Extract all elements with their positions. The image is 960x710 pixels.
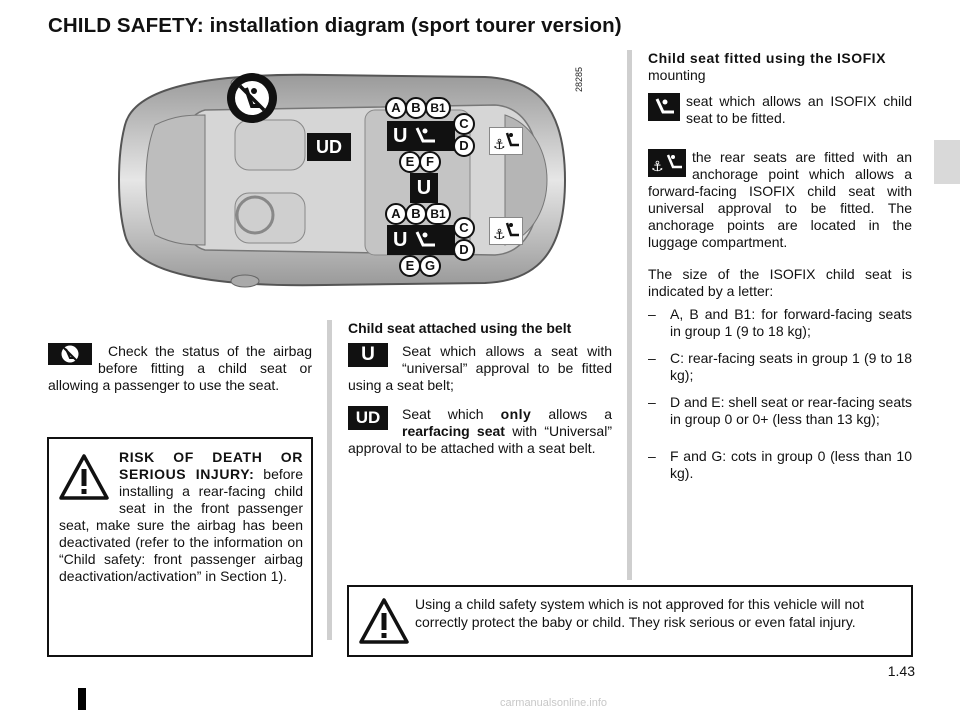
letter-circle: C xyxy=(453,113,475,135)
universal-dedicated-badge: UD xyxy=(348,406,388,430)
letter-circle: C xyxy=(453,217,475,239)
rear-upper-seat-box xyxy=(387,121,455,151)
size-list-item xyxy=(648,448,912,482)
size-item-text: C: rear-facing seats in group 1 (9 to 18 kg); xyxy=(670,350,912,383)
list-dash: – xyxy=(648,350,656,366)
page-title: CHILD SAFETY: installation diagram (sport tourer version) xyxy=(48,14,622,37)
size-item-text: F and G: cots in group 0 (less than 10 kg). xyxy=(670,448,912,481)
letter-circle: D xyxy=(453,239,475,261)
letter-circle: D xyxy=(453,135,475,157)
isofix-seat-badge xyxy=(648,93,680,121)
watermark: carmanualsonline.info xyxy=(500,697,608,709)
child-seat-icon xyxy=(413,125,439,147)
car-seat-diagram xyxy=(95,55,595,305)
column-rule-left xyxy=(327,320,332,640)
rear-lower-seat-box xyxy=(387,225,455,255)
isofix-heading-main: Child seat fitted using the ISOFIX xyxy=(648,50,886,66)
no-child-seat-badge xyxy=(48,343,92,365)
letter-circle: B xyxy=(405,97,427,119)
size-list-item xyxy=(648,306,912,340)
seat-label: U xyxy=(393,124,408,147)
airbag-note-text: Check the status of the airbag before fitting a child seat or allowing a passenger to use the seat. xyxy=(48,343,312,393)
middle-seat-label: U xyxy=(410,173,438,203)
warning-heading: RISK OF DEATH OR SERIOUS INJURY: xyxy=(119,449,303,482)
svg-text:⚓: ⚓ xyxy=(651,159,664,175)
belt-u-paragraph xyxy=(348,343,612,394)
car-illustration xyxy=(95,55,595,305)
list-dash: – xyxy=(648,394,656,410)
svg-text:⚓: ⚓ xyxy=(493,137,506,153)
letter-circle: E xyxy=(399,255,421,277)
rear-upper-top-letters xyxy=(385,97,451,119)
warning-box-approval xyxy=(347,585,913,657)
letter-circle: A xyxy=(385,97,407,119)
column-rule-right xyxy=(627,50,632,580)
letter-circle: E xyxy=(399,151,421,173)
letter-circle: B1 xyxy=(425,203,451,225)
belt-ud-text-bold: rearfacing seat xyxy=(402,423,505,439)
isofix-seat-paragraph xyxy=(648,93,912,127)
belt-ud-paragraph xyxy=(348,406,612,457)
warning-text: Using a child safety system which is not approved for this vehicle will not correctly protect the baby or child. They risk serious or even fatal injury. xyxy=(415,596,864,630)
size-list-item xyxy=(648,394,912,428)
section-tab xyxy=(934,140,960,184)
belt-ud-text-mid: allows a xyxy=(548,406,612,422)
warning-box-content xyxy=(59,449,303,585)
seat-label: U xyxy=(393,228,408,251)
no-child-seat-sign xyxy=(227,73,277,123)
letter-circle: B1 xyxy=(425,97,451,119)
letter-circle: B xyxy=(405,203,427,225)
belt-u-text: Seat which allows a seat with “universal” approval to be fitted using a seat belt; xyxy=(348,343,612,393)
belt-section-heading: Child seat attached using the belt xyxy=(348,320,572,336)
rear-upper-bottom-letters xyxy=(399,151,441,173)
letter-circle: F xyxy=(419,151,441,173)
isofix-heading xyxy=(648,50,912,84)
warning-box-airbag xyxy=(47,437,313,657)
universal-badge: U xyxy=(348,343,388,367)
rear-lower-bottom-letters xyxy=(399,255,441,277)
belt-ud-text-post: with “Universal” approval to be attached with a seat belt. xyxy=(348,423,612,456)
isofix-size-intro: The size of the ISOFIX child seat is indicated by a letter: xyxy=(648,266,912,299)
isofix-heading-sub: mounting xyxy=(648,67,706,83)
list-dash: – xyxy=(648,448,656,464)
isofix-anchor-text: the rear seats are fitted with an anchorage point which allows a forward-facing ISOFIX child seat with universal approval to be fitted. The anchorage points are located in the luggage compartment. xyxy=(648,149,912,250)
svg-text:⚓: ⚓ xyxy=(493,227,506,243)
isofix-anchor-icon xyxy=(491,219,521,243)
letter-circle: G xyxy=(419,255,441,277)
isofix-anchor-marker xyxy=(489,127,523,155)
airbag-note xyxy=(48,343,312,394)
size-list-item xyxy=(648,350,912,384)
isofix-anchor-marker xyxy=(489,217,523,245)
belt-ud-text-pre: Seat which xyxy=(402,406,484,422)
no-child-seat-icon xyxy=(232,78,272,118)
isofix-anchor-badge xyxy=(648,149,686,177)
letter-circle: A xyxy=(385,203,407,225)
page-number: 1.43 xyxy=(887,663,915,679)
rear-lower-top-letters xyxy=(385,203,451,225)
warning-triangle-icon xyxy=(359,597,409,645)
list-dash: – xyxy=(648,306,656,322)
child-seat-icon xyxy=(413,229,439,251)
isofix-seat-text: seat which allows an ISOFIX child seat to be fitted. xyxy=(686,93,912,126)
size-item-text: D and E: shell seat or rear-facing seats in group 0 or 0+ (less than 13 kg); xyxy=(670,394,913,427)
isofix-anchor-icon xyxy=(491,129,521,153)
isofix-anchor-paragraph xyxy=(648,149,912,251)
front-seat-label: UD xyxy=(307,133,351,161)
isofix-anchor-icon xyxy=(650,151,684,175)
warning-triangle-icon xyxy=(59,453,109,501)
corner-mark xyxy=(78,688,86,710)
warning-text: before installing a rear-facing child seat in the front passenger seat, make sure the airbag has been deactivated (refer to the information on “Child safety: front passenger airbag deactivation/activation” in Section 1). xyxy=(59,466,303,584)
diagram-reference: 28285 xyxy=(574,66,584,92)
belt-ud-text-only: only xyxy=(500,406,532,422)
isofix-seat-icon xyxy=(651,96,677,118)
size-item-text: A, B and B1: for forward-facing seats in group 1 (9 to 18 kg); xyxy=(670,306,912,339)
no-child-seat-icon xyxy=(60,344,80,364)
